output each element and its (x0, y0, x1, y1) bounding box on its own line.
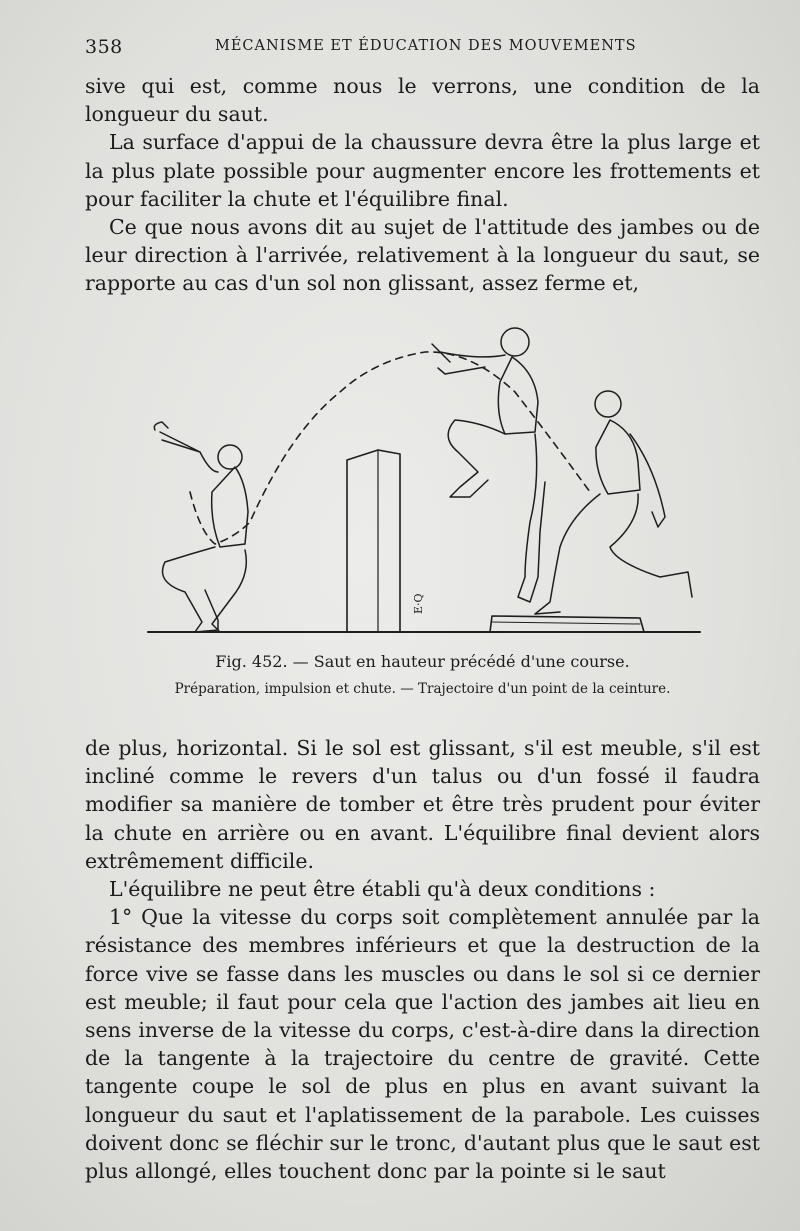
figure-caption: Fig. 452. — Saut en hauteur précédé d'une course. (215, 652, 630, 671)
text-block-bottom (85, 734, 760, 1185)
paragraph: Ce que nous avons dit au sujet de l'attitude des jambes ou de leur direction à l'arrivée, relativement à la longueur du saut, se rapporte au cas d'un sol non glissant, assez ferme et, (85, 215, 760, 296)
text-block-top (85, 72, 760, 298)
hurdle-post (347, 450, 400, 632)
running-head (85, 30, 765, 60)
jump-illustration (140, 322, 710, 642)
engraver-mark: E·Q (412, 593, 425, 614)
paragraph: La surface d'appui de la chaussure devra être la plus large et la plus plate possible pour augmenter encore les frottements et pour faciliter la chute et l'équilibre final. (85, 130, 760, 211)
paragraph: L'équilibre ne peut être établi qu'à deux conditions : (109, 877, 656, 902)
figure-452 (140, 322, 710, 642)
paragraph: 1° Que la vitesse du corps soit complètement annulée par la résistance des membres inférieurs et que la destruction de la force vive se fasse dans les muscles ou dans le sol si ce dernier est meuble; il faut pour cela que l'action des jambes ait lieu en sens inverse de la vitesse du corps, c'est-à-dire dans la direction de la tangente à la trajectoire du centre de gravité. Cette tangente coupe le sol de plus en plus en avant suivant la longueur du saut et l'aplatissement de la parabole. Les cuisses doivent donc se fléchir sur le tronc, d'autant plus que le saut est plus allongé, elles touchent donc par la pointe si le saut (85, 905, 760, 1184)
trajectory-dashed (190, 352, 590, 544)
figure-preparation (154, 422, 248, 632)
page-number: 358 (85, 36, 123, 58)
running-title: MÉCANISME ET ÉDUCATION DES MOUVEMENTS (215, 38, 637, 54)
paragraph: de plus, horizontal. Si le sol est glissant, s'il est meuble, s'il est incliné comme le revers d'un talus ou d'un fossé il faudra modifier sa manière de tomber et être très prudent pour éviter la chute en arrière ou en avant. L'équilibre final devient alors extrêmement difficile. (85, 736, 760, 873)
paragraph: sive qui est, comme nous le verrons, une condition de la longueur du saut. (85, 74, 760, 127)
figure-landing (535, 391, 692, 614)
figure-subcaption: Préparation, impulsion et chute. — Trajectoire d'un point de la ceinture. (174, 681, 671, 697)
figure-impulsion (432, 328, 545, 602)
